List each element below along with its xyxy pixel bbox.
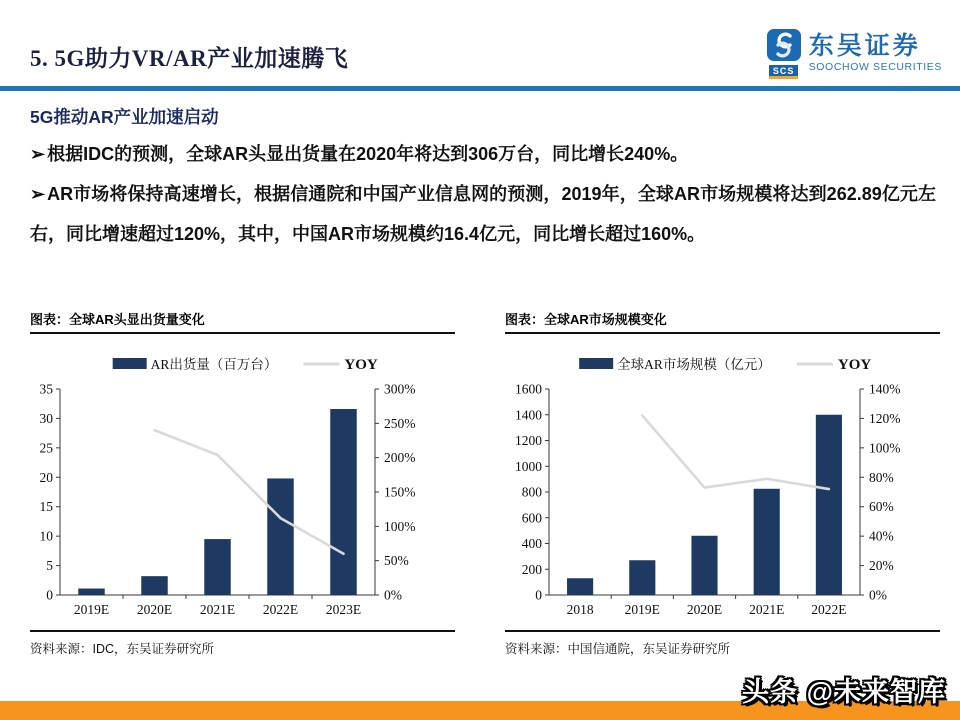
svg-text:1600: 1600 xyxy=(515,381,542,397)
svg-text:600: 600 xyxy=(521,510,542,526)
svg-text:400: 400 xyxy=(521,536,542,551)
svg-text:0%: 0% xyxy=(384,587,402,603)
figure-caption: 图表：全球AR市场规模变化 xyxy=(505,312,667,327)
svg-text:1400: 1400 xyxy=(515,407,542,423)
figure-ar-market-size xyxy=(505,308,940,657)
svg-text:1200: 1200 xyxy=(515,433,542,448)
svg-text:2022E: 2022E xyxy=(811,602,847,617)
watermark: 头条 @未来智库 xyxy=(742,677,946,707)
svg-text:140%: 140% xyxy=(869,381,901,397)
svg-text:10: 10 xyxy=(39,528,53,544)
logo-name-en: SOOCHOW SECURITIES xyxy=(808,61,942,74)
svg-text:40%: 40% xyxy=(869,528,894,544)
ar-shipments-bar-line-chart xyxy=(30,334,455,630)
svg-text:100%: 100% xyxy=(869,440,901,456)
svg-text:1000: 1000 xyxy=(515,458,542,474)
bullet-item xyxy=(30,174,936,254)
svg-text:2021E: 2021E xyxy=(199,602,236,617)
logo-name-cn: 东吴证券 xyxy=(808,32,921,61)
svg-text:60%: 60% xyxy=(869,499,894,515)
logo-badge xyxy=(766,28,802,79)
svg-text:2019E: 2019E xyxy=(624,602,660,617)
soochow-swirl-icon xyxy=(766,28,802,67)
svg-text:150%: 150% xyxy=(384,484,416,500)
svg-text:YOY: YOY xyxy=(837,357,872,373)
svg-text:2022E: 2022E xyxy=(262,602,299,617)
svg-text:2019E: 2019E xyxy=(73,602,110,617)
svg-text:80%: 80% xyxy=(869,469,894,485)
header-divider xyxy=(0,86,960,91)
svg-text:20: 20 xyxy=(39,469,53,485)
svg-text:120%: 120% xyxy=(869,410,901,426)
svg-text:35: 35 xyxy=(39,381,53,397)
page-title: 5. 5G助力VR/AR产业加速腾飞 xyxy=(30,46,349,71)
figure-source: 资料来源：中国信通院，东吴证券研究所 xyxy=(505,642,731,656)
svg-text:AR出货量（百万台）: AR出货量（百万台） xyxy=(150,357,278,372)
figure-caption: 图表：全球AR头显出货量变化 xyxy=(30,312,205,327)
svg-text:5: 5 xyxy=(46,558,53,574)
svg-text:2018: 2018 xyxy=(566,602,594,617)
svg-text:全球AR市场规模（亿元）: 全球AR市场规模（亿元） xyxy=(617,357,771,372)
svg-text:0%: 0% xyxy=(869,587,887,603)
svg-text:300%: 300% xyxy=(384,381,416,397)
svg-text:100%: 100% xyxy=(384,518,416,534)
svg-text:2020E: 2020E xyxy=(136,602,173,617)
svg-text:20%: 20% xyxy=(869,558,894,574)
svg-text:200: 200 xyxy=(521,561,542,577)
logo-scs-label: SCS xyxy=(769,65,799,79)
bullet-arrow-icon: ➢ xyxy=(30,184,46,204)
svg-text:0: 0 xyxy=(535,587,542,603)
svg-text:250%: 250% xyxy=(384,415,416,431)
svg-text:200%: 200% xyxy=(384,450,416,466)
bullet-list xyxy=(30,134,936,254)
company-logo xyxy=(766,28,942,79)
section-heading: 5G推动AR产业加速启动 xyxy=(30,107,219,127)
bullet-item xyxy=(30,134,936,174)
svg-text:0: 0 xyxy=(46,587,53,603)
logo-names xyxy=(809,34,942,73)
svg-text:30: 30 xyxy=(39,410,53,426)
bullet-text: 根据IDC的预测，全球AR头显出货量在2020年将达到306万台，同比增长240%。 xyxy=(47,144,689,164)
ar-market-size-bar-line-chart xyxy=(505,334,940,630)
svg-text:800: 800 xyxy=(521,484,542,500)
svg-text:2020E: 2020E xyxy=(686,602,723,617)
figure-source: 资料来源：IDC，东吴证券研究所 xyxy=(30,642,215,656)
svg-text:15: 15 xyxy=(39,499,53,515)
svg-text:50%: 50% xyxy=(384,553,409,569)
svg-text:25: 25 xyxy=(39,440,53,456)
bullet-arrow-icon: ➢ xyxy=(30,144,46,164)
svg-text:2021E: 2021E xyxy=(749,602,785,617)
svg-text:YOY: YOY xyxy=(344,357,378,373)
bullet-text: AR市场将保持高速增长，根据信通院和中国产业信息网的预测，2019年，全球AR市场规模将达到262.89亿元左右，同比增速超过120%，其中，中国AR市场规模约16.4亿元，同比增长超过160%。 xyxy=(30,184,936,244)
svg-text:2023E: 2023E xyxy=(325,602,362,617)
figure-ar-shipments xyxy=(30,308,455,657)
